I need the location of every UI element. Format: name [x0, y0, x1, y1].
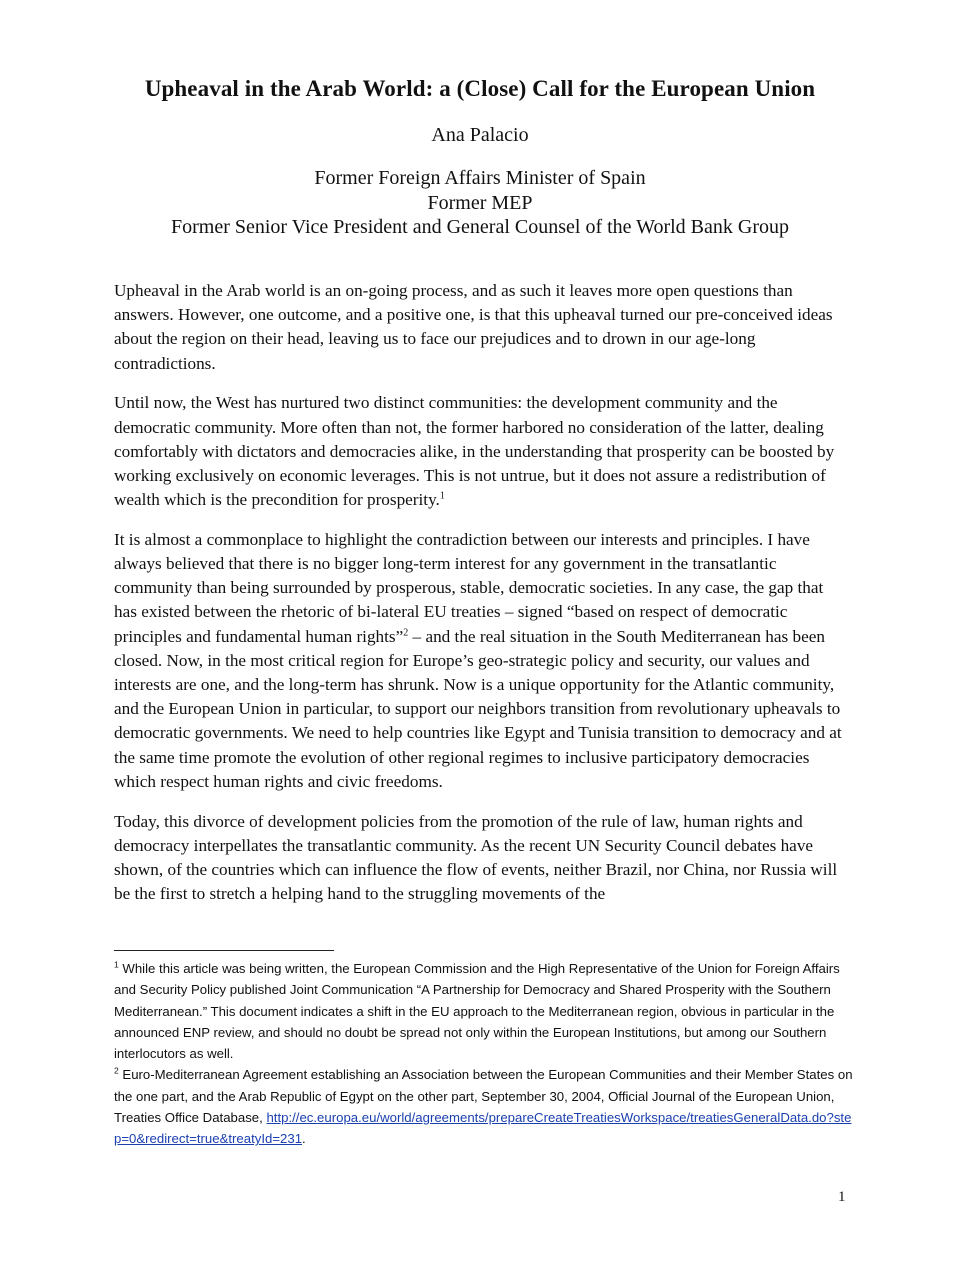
affiliation-line: Former MEP: [427, 191, 533, 214]
page-number: 1: [838, 1189, 846, 1205]
paragraph: [114, 810, 842, 907]
paragraph-text: – and the real situation in the South Mediterranean has been closed. Now, in the most critical region for Europe’s geo-strategic policy and security, our values and interests are one, and the long-term has shrunk. Now is a unique opportunity for the Atlantic community, and the European Union in particular, to support our neighbors transition from revolutionary upheavals to democratic governments. We need to help countries like Egypt and Tunisia transition to democracy and at the same time promote the evolution of other regional regimes to inclusive participatory democracies which respect human rights and civic freedoms.: [114, 626, 842, 791]
paragraph: [114, 528, 842, 794]
affiliation-line: Former Senior Vice President and General Counsel of the World Bank Group: [171, 216, 789, 238]
article-body: [114, 279, 842, 922]
footnote-ref[interactable]: 2: [403, 626, 409, 638]
footnote-link[interactable]: http://ec.europa.eu/world/agreements/prepareCreateTreatiesWorkspace/treatiesGeneralData.do?step=0&redirect=true&treatyId=231: [114, 1110, 852, 1147]
footnote: [114, 1064, 854, 1149]
footnote: [114, 958, 854, 1064]
footnote-text: Euro-Mediterranean Agreement establishing an Association between the European Communities and their Member States on the one part, and the Arab Republic of Egypt on the other part, September 30, 2004, Official Journal of the European Union, Treaties Office Database,: [114, 1067, 853, 1126]
paragraph-text: Upheaval in the Arab world is an on-going process, and as such it leaves more open questions than answers. However, one outcome, and a positive one, is that this upheaval turned our pre-conceived ideas about the region on their head, leaving us to face our prejudices and to drown in our age-long contradictions.: [114, 281, 833, 373]
footnote-ref[interactable]: 1: [439, 490, 445, 502]
paragraph: [114, 279, 842, 376]
footnote-number: 1: [114, 959, 119, 970]
footnote-text: While this article was being written, the European Commission and the High Representative of the Union for Foreign Affairs and Security Policy published Joint Communication “A Partnership for Democracy and Shared Prosperity with the Southern Mediterranean.” This document indicates a shift in the EU approach to the Mediterranean region, obvious in particular in the announced ENP review, and should no doubt be spread not only within the European Institutions, but among our Southern interlocutors as well.: [114, 961, 840, 1062]
paragraph-text: Until now, the West has nurtured two distinct communities: the development community and the democratic community. More often than not, the former harbored no consideration of the latter, dealing comfortably with dictators and democracies alike, in the understanding that prosperity can be boosted by working exclusively on economic leverages. This is not untrue, but it does not assure a redistribution of wealth which is the precondition for prosperity.: [114, 393, 835, 510]
footnotes: [114, 958, 854, 1150]
footnote-separator: [114, 950, 334, 951]
footnote-number: 2: [114, 1066, 119, 1077]
document-title: Upheaval in the Arab World: a (Close) Call for the European Union: [144, 76, 816, 101]
author-name: Ana Palacio: [431, 124, 529, 146]
author-affiliations: [0, 166, 960, 240]
paragraph-text: Today, this divorce of development policies from the promotion of the rule of law, human rights and democracy interpellates the transatlantic community. As the recent UN Security Council debates have shown, of the countries which can influence the flow of events, neither Brazil, nor China, nor Russia will be the first to stretch a helping hand to the struggling movements of the: [114, 811, 838, 904]
paragraph-text: It is almost a commonplace to highlight the contradiction between our interests and principles. I have always believed that there is no bigger long-term interest for any government in the transatlantic community than being surrounded by prosperous, stable, democratic societies. In any case, the gap that has existed between the rhetoric of bi-lateral EU treaties – signed “based on respect of democratic principles and fundamental human rights”: [114, 529, 824, 646]
affiliation-line: Former Foreign Affairs Minister of Spain: [314, 167, 646, 189]
paragraph: [114, 391, 842, 512]
footnote-text-end: .: [302, 1131, 306, 1147]
